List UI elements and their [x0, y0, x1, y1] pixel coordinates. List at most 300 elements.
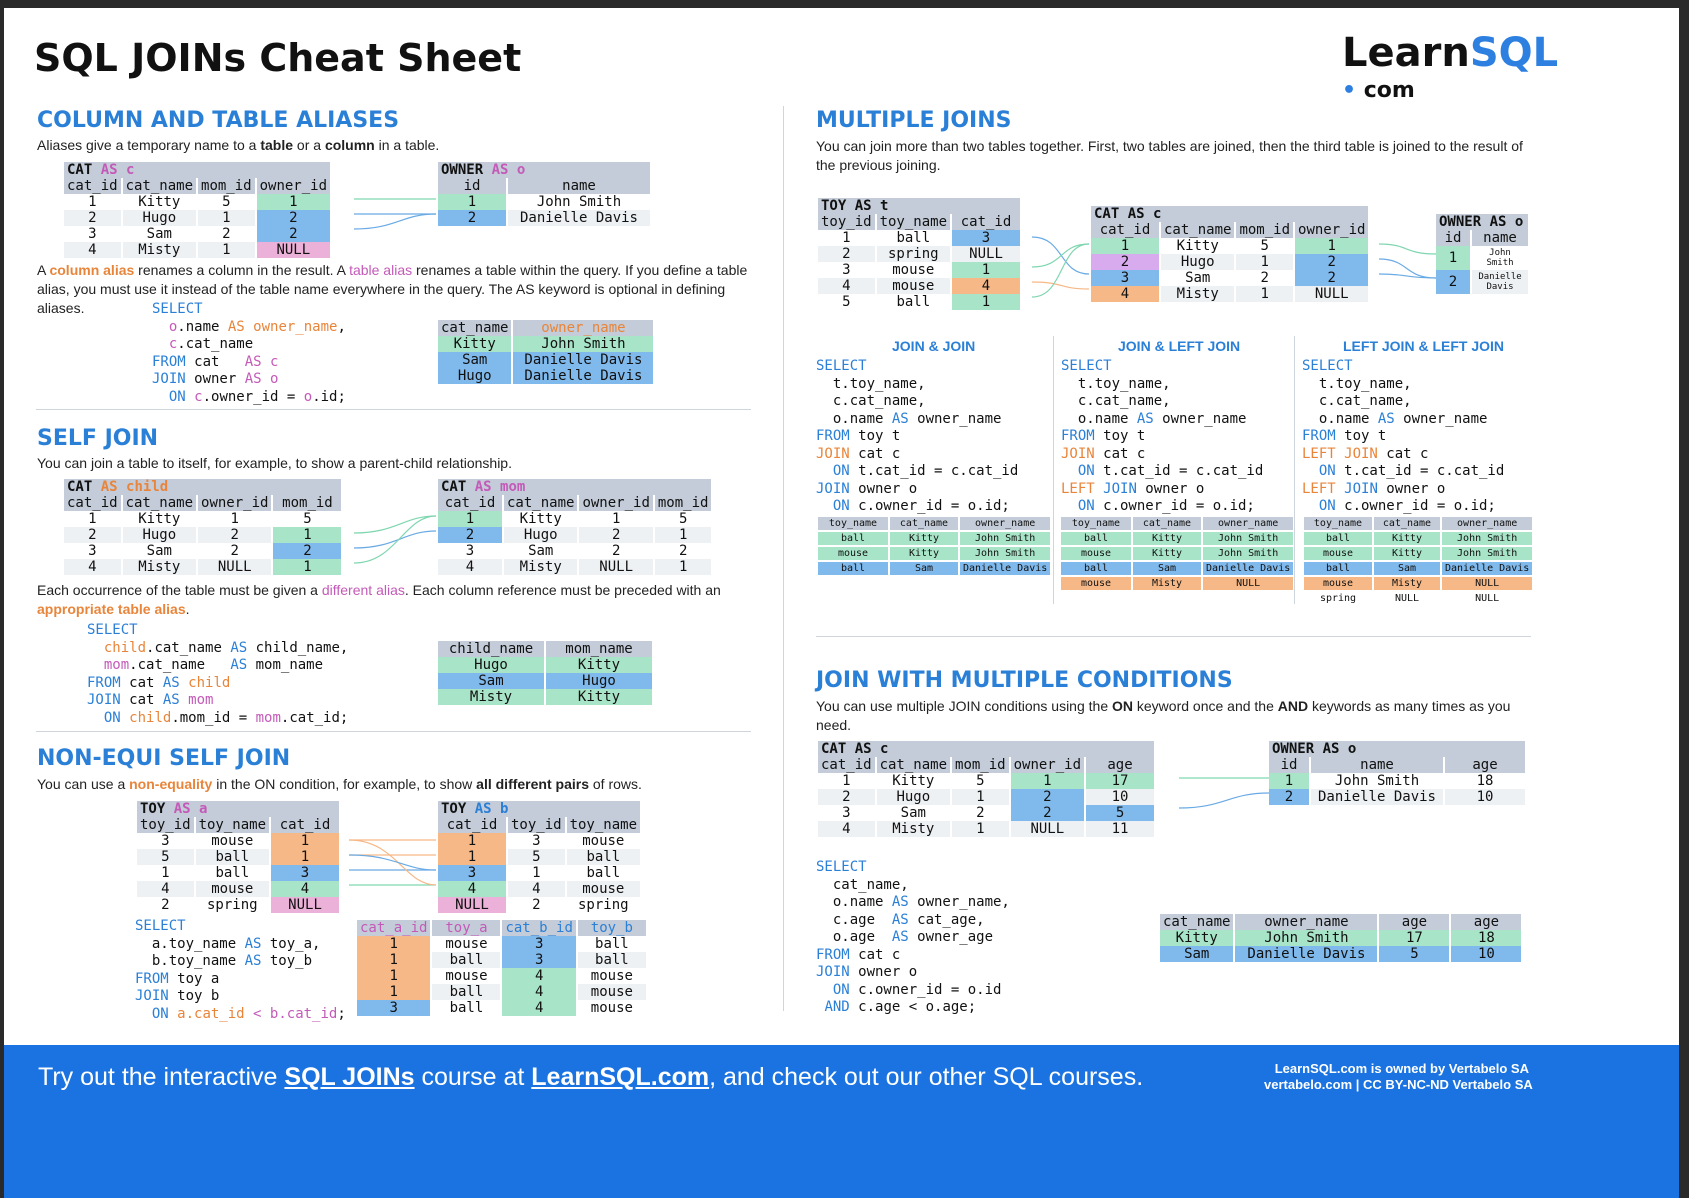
table-cell: 1 — [952, 262, 1020, 278]
table-row — [1304, 562, 1532, 575]
table-cell: 1 — [1091, 238, 1159, 254]
table-cell: Hugo — [504, 527, 577, 543]
table-cell: 18 — [1451, 930, 1521, 946]
table-cell: name — [508, 178, 650, 194]
table-cell: 1 — [230, 511, 239, 527]
table-cell: NULL — [1011, 821, 1084, 837]
table-cell: cat_a_id — [357, 920, 430, 936]
non-equi-intro: You can use a non-equality in the ON condition, for example, to show all different pairs of rows. — [37, 776, 642, 792]
table-cell: age — [1086, 757, 1154, 773]
table-cell: OWNER AS o — [1269, 741, 1525, 757]
table-cell: 2 — [1269, 789, 1309, 805]
table-cell: Kitty — [1133, 547, 1201, 560]
table-cell: Kitty — [546, 689, 652, 705]
table-cell: 4 — [438, 881, 506, 897]
table-cell: 1 — [1295, 238, 1368, 254]
table-row — [438, 641, 652, 657]
connector-line — [354, 516, 436, 533]
table-cell: cat_id — [818, 757, 875, 773]
table-cell: Danielle Davis — [508, 210, 650, 226]
toy-b-table — [436, 801, 642, 913]
table-cell: 2 — [818, 246, 875, 262]
table-cell: 3 — [465, 543, 475, 559]
table-row — [818, 246, 1020, 262]
table-cell: mouse — [818, 547, 888, 560]
table-cell: owner_id — [198, 495, 271, 511]
table-cell: toy_name — [1061, 517, 1131, 530]
footer-text: Try out the interactive SQL JOINs course at LearnSQL.com, and check out our other SQL courses. — [38, 1063, 1144, 1091]
table-cell: CAT AS c — [818, 741, 1154, 757]
table-cell: ball — [578, 952, 646, 968]
table-cell: 3 — [438, 865, 506, 881]
table-row — [1304, 592, 1532, 605]
table-cell: 11 — [1086, 821, 1154, 837]
table-cell: 2 — [257, 226, 330, 242]
table-row — [1436, 214, 1528, 230]
table-cell: cat_name — [1160, 914, 1233, 930]
table-cell: 2 — [1295, 270, 1368, 286]
table-cell: Sam — [438, 352, 511, 368]
footer — [4, 1045, 1679, 1198]
table-cell: 1 — [198, 242, 255, 258]
table-cell: John Smith — [1203, 532, 1293, 545]
table-row — [1436, 270, 1528, 294]
table-cell: cat_name — [1161, 222, 1234, 238]
table-row — [438, 210, 650, 226]
table-cell: 1 — [655, 527, 712, 543]
table-row — [438, 865, 640, 881]
table-cell: 3 — [357, 1000, 430, 1016]
table-cell: NULL — [257, 242, 330, 258]
table-row — [357, 968, 646, 984]
table-row — [64, 495, 341, 511]
table-row — [438, 833, 640, 849]
table-cell: 4 — [64, 559, 121, 575]
table-cell: owner_name — [1235, 914, 1377, 930]
table-cell: 1 — [611, 511, 621, 527]
table-cell: NULL — [579, 559, 652, 575]
table-cell: Kitty — [1176, 238, 1219, 254]
table-cell: Kitty — [1374, 547, 1440, 560]
table-cell: Misty — [1161, 286, 1234, 302]
table-cell: TOY AS b — [438, 801, 640, 817]
table-row — [438, 897, 640, 913]
connector-line — [354, 516, 436, 563]
aliases-result-table — [436, 320, 655, 384]
table-cell: Danielle Davis — [1472, 270, 1528, 294]
table-cell: spring — [877, 246, 950, 262]
table-cell: toy_id — [818, 214, 875, 230]
table-row — [64, 242, 330, 258]
table-cell: ball — [586, 865, 621, 881]
table-row — [818, 741, 1154, 757]
table-cell: ball — [818, 562, 888, 575]
table-cell: 1 — [1269, 773, 1309, 789]
divider-self — [36, 731, 751, 732]
table-cell: Kitty — [892, 773, 935, 789]
table-cell: Misty — [438, 689, 544, 705]
table-cell: 1 — [271, 833, 339, 849]
variant-1-result — [816, 515, 1052, 577]
table-cell: mouse — [578, 984, 646, 1000]
table-cell: Misty — [1374, 577, 1440, 590]
table-cell: mouse — [877, 278, 950, 294]
table-row — [438, 527, 711, 543]
table-cell: Hugo — [546, 673, 652, 689]
table-cell: ball — [1304, 532, 1372, 545]
variant-3-title: LEFT JOIN & LEFT JOIN — [1343, 338, 1505, 354]
table-cell: 1 — [273, 559, 341, 575]
logo-com: com — [1363, 78, 1415, 103]
table-cell: mouse — [445, 936, 488, 952]
connector-line — [1179, 793, 1269, 808]
table-cell: mom_name — [546, 641, 652, 657]
table-cell: 3 — [952, 230, 1020, 246]
table-cell: ball — [1061, 562, 1131, 575]
table-cell: 2 — [611, 543, 621, 559]
table-row — [1269, 757, 1525, 773]
self-child-table — [62, 479, 343, 575]
table-cell: mouse — [1304, 577, 1372, 590]
table-cell: Sam — [146, 226, 172, 242]
table-cell: owner_id — [1011, 757, 1084, 773]
table-cell: John Smith — [1486, 248, 1514, 268]
table-cell: 3 — [502, 936, 575, 952]
table-cell: Kitty — [519, 511, 562, 527]
table-cell: id — [1436, 230, 1470, 246]
page-title: SQL JOINs Cheat Sheet — [34, 36, 522, 80]
table-row — [64, 162, 330, 178]
table-cell: Danielle Davis — [1203, 562, 1293, 575]
table-cell: CAT AS c — [64, 162, 330, 178]
variant-1-title: JOIN & JOIN — [892, 338, 976, 354]
table-cell: owner_id — [579, 495, 652, 511]
table-cell: 1 — [273, 527, 341, 543]
multi-cond-heading: JOIN WITH MULTIPLE CONDITIONS — [816, 668, 1233, 693]
non-equi-heading: NON-EQUI SELF JOIN — [37, 746, 291, 771]
footer-owned: LearnSQL.com is owned by Vertabelo SA — [1274, 1061, 1529, 1076]
table-cell: cat_id — [1091, 222, 1159, 238]
self-mom-table — [436, 479, 713, 575]
table-row — [1091, 238, 1368, 254]
table-cell: ball — [896, 294, 931, 310]
aliases-heading: COLUMN AND TABLE ALIASES — [37, 108, 400, 133]
variant-3-result — [1302, 515, 1534, 607]
aliases-explanation: A column alias renames a column in the result. A table alias renames a table within the query. If you define a table alias, you must use it instead of the table name everywhere in the query. The AS keyword is optional in defining aliases. — [37, 262, 748, 316]
table-cell: mom_id — [273, 495, 341, 511]
table-row — [1436, 246, 1528, 270]
table-cell: Kitty — [890, 532, 958, 545]
self-join-intro: You can join a table to itself, for example, to show a parent-child relationship. — [37, 455, 512, 471]
table-cell: 1 — [952, 821, 1009, 837]
table-row — [438, 368, 653, 384]
table-cell: ball — [432, 952, 500, 968]
connector-line — [1379, 244, 1436, 254]
table-row — [1061, 532, 1293, 545]
table-cell: 3 — [1091, 270, 1159, 286]
non-equi-result-table — [355, 920, 648, 1016]
table-cell: cat_id — [952, 214, 1020, 230]
self-join-query: SELECT child.cat_name AS child_name, mom.cat_name AS mom_name FROM cat AS child JOIN cat AS mom ON child.mom_id = mom.cat_id; — [87, 622, 349, 726]
table-cell: cat_name — [438, 320, 511, 336]
table-row — [137, 865, 339, 881]
table-cell: 2 — [1011, 805, 1084, 821]
table-row — [818, 214, 1020, 230]
table-cell: 2 — [1091, 254, 1159, 270]
table-cell: Kitty — [1374, 532, 1440, 545]
table-cell: mouse — [196, 881, 269, 897]
footer-legal — [1264, 1061, 1533, 1093]
table-cell: 4 — [508, 881, 565, 897]
table-cell: 2 — [818, 789, 875, 805]
logo-sql: SQL — [1469, 30, 1559, 76]
table-cell: Danielle Davis — [1442, 562, 1532, 575]
table-cell: ball — [896, 230, 931, 246]
table-cell: 1 — [1236, 286, 1293, 302]
table-row — [818, 230, 1020, 246]
table-cell: 4 — [137, 881, 194, 897]
sql-joins-link[interactable]: SQL JOINs — [284, 1063, 415, 1091]
table-cell: 1 — [88, 511, 97, 527]
table-row — [438, 673, 652, 689]
table-cell: 2 — [438, 527, 502, 543]
table-row — [1160, 946, 1521, 962]
table-cell: 1 — [952, 789, 1009, 805]
table-cell: child_name — [438, 641, 544, 657]
table-cell: Danielle Davis — [1235, 946, 1377, 962]
table-cell: mom_id — [952, 757, 1009, 773]
table-cell: ball — [215, 865, 250, 881]
table-cell: 1 — [842, 773, 851, 789]
table-cell: 1 — [198, 210, 255, 226]
table-cell: 1 — [1436, 246, 1470, 270]
table-row — [1091, 254, 1368, 270]
table-cell: NULL — [1442, 577, 1532, 590]
table-cell: OWNER AS o — [1436, 214, 1528, 230]
table-cell: mom_id — [1236, 222, 1293, 238]
mc-result-table — [1158, 914, 1523, 962]
table-row — [438, 559, 711, 575]
table-cell: 1 — [357, 952, 430, 968]
table-cell: cat_name — [504, 495, 577, 511]
table-cell: John Smith — [1442, 532, 1532, 545]
table-cell: toy_name — [567, 817, 640, 833]
table-cell: cat_name — [877, 757, 950, 773]
table-cell: TOY AS a — [137, 801, 339, 817]
table-cell: age — [1451, 914, 1521, 930]
multi-toy-table — [816, 198, 1022, 310]
table-cell: Hugo — [1161, 254, 1234, 270]
table-cell: 1 — [271, 849, 339, 865]
table-row — [1436, 230, 1528, 246]
table-row — [1160, 914, 1521, 930]
connector-line — [1379, 274, 1436, 278]
table-cell: 2 — [257, 210, 330, 226]
table-row — [438, 352, 653, 368]
table-row — [1091, 206, 1368, 222]
table-cell: Sam — [1185, 270, 1211, 286]
table-row — [64, 559, 341, 575]
table-cell: 4 — [1091, 286, 1159, 302]
table-cell: Hugo — [123, 210, 196, 226]
table-cell: toy_b — [578, 920, 646, 936]
table-cell: toy_a — [432, 920, 500, 936]
table-row — [64, 178, 330, 194]
table-row — [137, 849, 339, 865]
table-row — [64, 479, 341, 495]
table-cell: 1 — [357, 936, 430, 952]
table-cell: 1 — [842, 230, 851, 246]
table-cell: Sam — [528, 543, 554, 559]
connector-line — [1032, 244, 1089, 267]
table-row — [438, 194, 650, 210]
connector-line — [1032, 282, 1089, 289]
table-cell: Misty — [123, 242, 196, 258]
table-cell: 2 — [1436, 270, 1470, 294]
table-row — [818, 532, 1050, 545]
table-row — [818, 562, 1050, 575]
table-cell: 3 — [842, 805, 851, 821]
mc-cat-table — [816, 741, 1156, 837]
table-cell: 5 — [976, 773, 985, 789]
table-cell: 2 — [64, 210, 121, 226]
table-row — [137, 833, 339, 849]
table-row — [1061, 562, 1293, 575]
table-cell: 3 — [271, 865, 339, 881]
footer-license: vertabelo.com | CC BY-NC-ND Vertabelo SA — [1264, 1077, 1533, 1092]
learnsql-link[interactable]: LearnSQL.com — [531, 1063, 710, 1091]
table-cell: John Smith — [1334, 773, 1420, 789]
table-cell: Sam — [900, 805, 926, 821]
connector-line — [1032, 244, 1089, 297]
table-cell: Kitty — [546, 657, 652, 673]
table-cell: NULL — [1203, 577, 1293, 590]
table-cell: owner_id — [257, 178, 330, 194]
table-cell: 17 — [1379, 930, 1449, 946]
connector-line — [349, 840, 436, 885]
table-cell: toy_id — [137, 817, 194, 833]
table-row — [438, 657, 652, 673]
table-cell: Kitty — [138, 194, 181, 210]
multi-cat-table — [1089, 206, 1370, 302]
table-cell: Hugo — [877, 789, 950, 805]
table-cell: Sam — [438, 673, 544, 689]
table-cell: toy_name — [196, 817, 269, 833]
toy-a-table — [135, 801, 341, 913]
table-row — [1091, 270, 1368, 286]
multiple-joins-intro: You can join more than two tables together. First, two tables are joined, then the third table is joined to the result of the previous joining. — [816, 138, 1523, 173]
table-row — [1061, 517, 1293, 530]
table-cell: cat_id — [64, 495, 121, 511]
table-cell: 4 — [438, 559, 502, 575]
table-cell: Danielle Davis — [513, 368, 653, 384]
table-row — [64, 511, 341, 527]
table-cell: 3 — [842, 262, 851, 278]
table-cell: 5 — [222, 194, 231, 210]
table-cell: 2 — [976, 805, 985, 821]
table-cell: 1 — [438, 849, 506, 865]
table-row — [818, 294, 1020, 310]
table-row — [1304, 547, 1532, 560]
table-row — [1160, 930, 1521, 946]
table-cell: mouse — [567, 881, 640, 897]
table-cell: 3 — [88, 226, 97, 242]
connector-line — [1032, 237, 1089, 274]
table-row — [357, 1000, 646, 1016]
table-cell: 17 — [1086, 773, 1154, 789]
table-cell: John Smith — [960, 532, 1050, 545]
table-cell: CAT AS mom — [438, 479, 711, 495]
multi-cond-query: SELECT cat_name, o.name AS owner_name, c.age AS cat_age, o.age AS owner_age FROM cat c JOIN owner o ON c.owner_id = o.id AND c.age < o.age; — [816, 859, 1010, 1015]
table-cell: 1 — [952, 294, 1020, 310]
table-cell: mom_id — [655, 495, 712, 511]
table-cell: cat_id — [438, 495, 502, 511]
table-cell: Danielle Davis — [960, 562, 1050, 575]
table-row — [438, 511, 711, 527]
table-cell: ball — [818, 532, 888, 545]
table-cell: name — [1472, 230, 1528, 246]
table-cell: ball — [449, 1000, 484, 1016]
table-row — [137, 817, 339, 833]
table-cell: 4 — [502, 968, 575, 984]
table-cell: cat_name — [1374, 517, 1440, 530]
table-row — [1304, 532, 1532, 545]
table-row — [1304, 517, 1532, 530]
cheat-sheet — [4, 8, 1679, 1198]
table-row — [137, 801, 339, 817]
table-cell: 5 — [508, 849, 565, 865]
table-cell: Kitty — [138, 511, 181, 527]
table-cell: Sam — [1374, 562, 1440, 575]
table-cell: Sam — [146, 543, 172, 559]
table-cell: cat_id — [438, 817, 506, 833]
table-cell: Danielle Davis — [513, 352, 653, 368]
table-cell: 5 — [137, 849, 194, 865]
table-cell: John Smith — [536, 194, 622, 210]
table-row — [64, 226, 330, 242]
table-row — [438, 495, 711, 511]
aliases-intro: Aliases give a temporary name to a table or a column in a table. — [37, 137, 440, 153]
table-cell: 2 — [1295, 254, 1368, 270]
table-cell: TOY AS t — [818, 198, 1020, 214]
table-cell: 5 — [1379, 946, 1449, 962]
table-cell: 4 — [64, 242, 121, 258]
table-cell: 3 — [502, 952, 575, 968]
table-cell: 4 — [818, 278, 875, 294]
non-equi-query: SELECT a.toy_name AS toy_a, b.toy_name AS toy_b FROM toy a JOIN toy b ON a.cat_id < b.cat_id; — [135, 918, 346, 1022]
table-cell: 4 — [818, 821, 875, 837]
table-cell: 5 — [842, 294, 851, 310]
table-cell: 1 — [357, 984, 430, 1000]
table-cell: John Smith — [1235, 930, 1377, 946]
table-row — [818, 262, 1020, 278]
table-cell: owner_id — [1295, 222, 1368, 238]
table-cell: John Smith — [1203, 547, 1293, 560]
table-cell: 3 — [161, 833, 170, 849]
table-cell: mouse — [445, 968, 488, 984]
table-row — [818, 278, 1020, 294]
table-cell: cat_name — [123, 495, 196, 511]
table-cell: 5 — [1260, 238, 1269, 254]
table-row — [818, 517, 1050, 530]
table-cell: 1 — [88, 194, 97, 210]
table-cell: ball — [1061, 532, 1131, 545]
table-cell: 2 — [532, 897, 541, 913]
table-cell: 18 — [1476, 773, 1494, 789]
table-cell: mouse — [892, 262, 935, 278]
multi-owner-table — [1434, 214, 1530, 294]
table-cell: mouse — [1061, 577, 1131, 590]
